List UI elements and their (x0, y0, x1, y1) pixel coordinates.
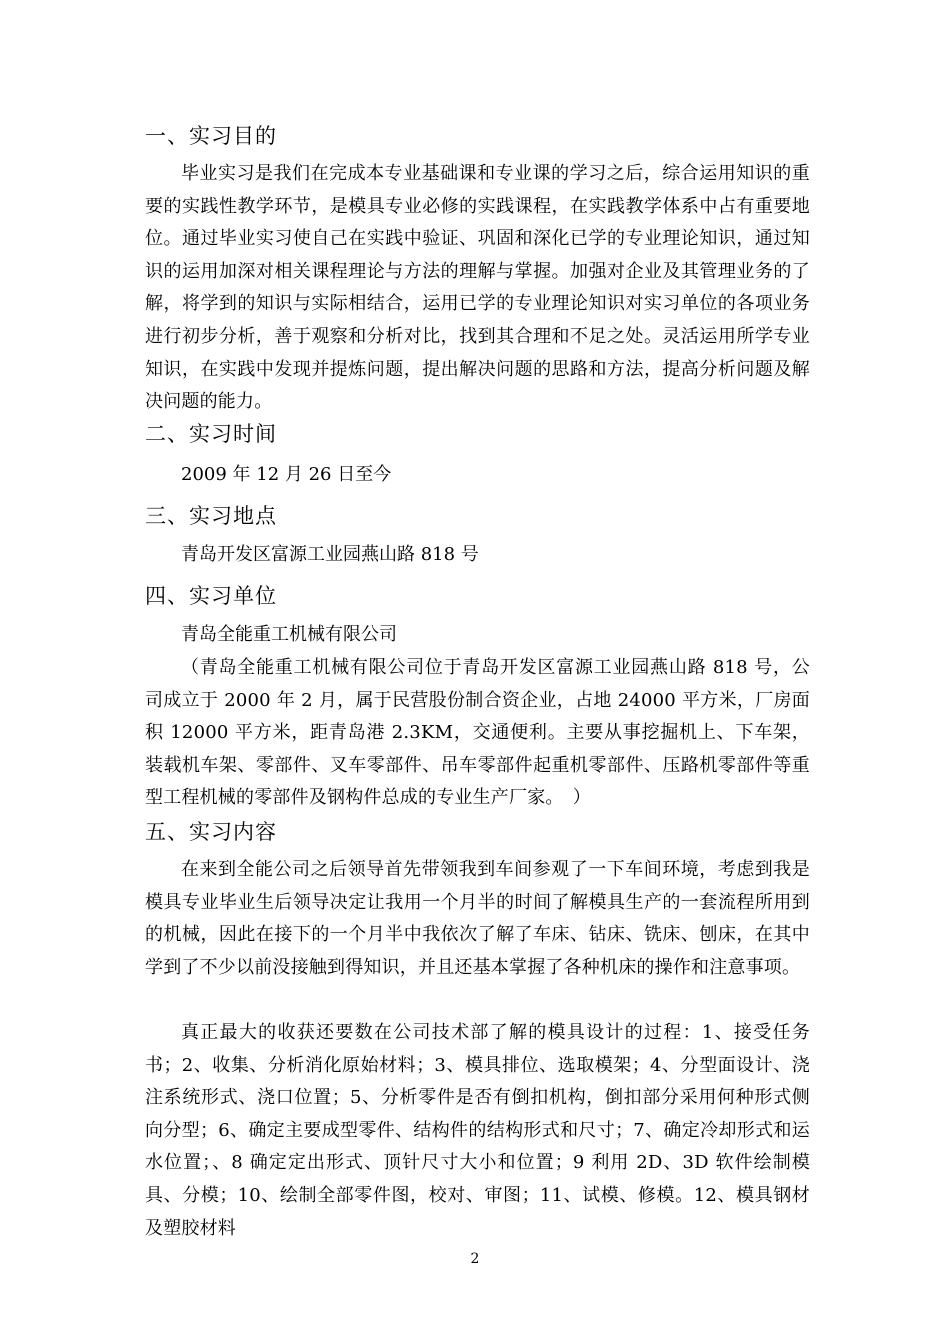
paragraph-content-1-text: 在来到全能公司之后领导首先带领我到车间参观了一下车间环境，考虑到我是模具专业毕业生后领导决定让我用一个月半的时间了解模具生产的一套流程所用到的机械，因此在接下的一个月半中我依次了解了车床、钻床、铣床、刨床，在其中学到了不少以前没接触到得知识，并且还基本掌握了各种机床的操作和注意事项。 (145, 859, 810, 978)
paragraph-company-text: （青岛全能重工机械有限公司位于青岛开发区富源工业园燕山路 818 号，公司成立于 2000 年 2 月，属于民营股份制合资企业，占地 24000 平方米，厂房面积 12000 平方米，距青岛港 2.3KM，交通便利。主要从事挖掘机上、下车架，装载机车架、零部件、叉车零部件、吊车零部件起重机零部件、压路机零部件等重型工程机械的零部件及钢构件总成的专业生产厂家。 ） (145, 657, 810, 809)
paragraph-content-2 (145, 1017, 810, 1245)
paragraph-content-2-text: 真正最大的收获还要数在公司技术部了解的模具设计的过程：1、接受任务书；2、收集、分析消化原始材料；3、模具排位、选取模架；4、分型面设计、浇注系统形式、浇口位置；5、分析零件是否有倒扣机构，倒扣部分采用何种形式侧向分型；6、确定主要成型零件、结构件的结构形式和尺寸；7、确定冷却形式和运水位置；、8 确定定出形式、顶针尺寸大小和位置；9 利用 2D、3D 软件绘制模具、分模；10、绘制全部零件图，校对、审图；11、试模、修模。12、模具钢材及塑胶材料 (145, 1022, 810, 1239)
internship-time: 2009 年 12 月 26 日至今 (181, 464, 392, 485)
heading-location: 三、实习地点 (145, 504, 277, 528)
heading-unit: 四、实习单位 (145, 584, 277, 608)
internship-location: 青岛开发区富源工业园燕山路 818 号 (181, 544, 479, 565)
heading-time: 二、实习时间 (145, 422, 277, 446)
heading-purpose: 一、实习目的 (145, 124, 277, 148)
paragraph-company (145, 652, 810, 815)
heading-content: 五、实习内容 (145, 820, 277, 844)
paragraph-purpose-text: 毕业实习是我们在完成本专业基础课和专业课的学习之后，综合运用知识的重要的实践性教学环节，是模具专业必修的实践课程，在实践教学体系中占有重要地位。通过毕业实习使自己在实践中验证、巩固和深化已学的专业理论知识，通过知识的运用加深对相关课程理论与方法的理解与掌握。加强对企业及其管理业务的了解，将学到的知识与实际相结合，运用已学的专业理论知识对实习单位的各项业务进行初步分析，善于观察和分析对比，找到其合理和不足之处。灵活运用所学专业知识，在实践中发现并提炼问题，提出解决问题的思路和方法，提高分析问题及解决问题的能力。 (145, 163, 810, 413)
internship-unit: 青岛全能重工机械有限公司 (181, 624, 397, 645)
paragraph-content-1 (145, 854, 810, 984)
page-number: 2 (470, 1251, 480, 1267)
paragraph-purpose (145, 158, 810, 419)
